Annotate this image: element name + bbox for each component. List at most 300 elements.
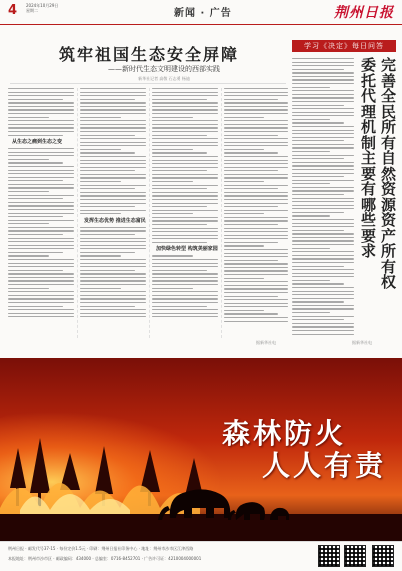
text-line — [152, 309, 218, 310]
text-line — [152, 106, 218, 107]
text-line — [292, 273, 354, 274]
text-line — [292, 205, 354, 206]
text-line — [224, 267, 288, 268]
text-line — [8, 284, 74, 285]
text-line — [292, 212, 344, 213]
text-line — [292, 101, 354, 102]
text-line — [152, 263, 218, 264]
text-line — [224, 95, 288, 96]
text-line — [292, 287, 354, 288]
text-line — [80, 167, 146, 168]
text-line — [224, 210, 288, 211]
text-line — [292, 215, 330, 216]
text-line — [8, 291, 74, 292]
text-line — [224, 292, 288, 293]
text-line — [292, 165, 354, 166]
text-line — [292, 269, 354, 270]
text-line — [152, 259, 218, 260]
text-line — [224, 245, 264, 246]
text-line — [224, 109, 288, 110]
column-divider — [149, 88, 150, 338]
text-line — [224, 274, 288, 275]
text-line — [152, 88, 218, 89]
text-line — [80, 291, 146, 292]
text-line — [152, 99, 207, 100]
text-line — [224, 106, 288, 107]
text-line — [224, 256, 288, 257]
text-line — [8, 187, 74, 188]
text-line — [80, 227, 146, 228]
text-line — [80, 245, 146, 246]
text-line — [80, 255, 121, 256]
text-line — [292, 258, 354, 259]
text-line — [292, 334, 354, 335]
article-column-4 — [224, 88, 288, 340]
text-line — [292, 194, 344, 195]
text-line — [80, 135, 135, 136]
text-line — [80, 284, 146, 285]
text-line — [8, 159, 49, 160]
text-line — [152, 127, 218, 128]
text-line — [292, 305, 354, 306]
column-divider — [77, 88, 78, 338]
article-column-3 — [152, 88, 218, 340]
text-line — [224, 238, 288, 239]
text-line — [80, 230, 146, 231]
text-line — [8, 280, 74, 281]
text-line — [8, 195, 74, 196]
text-line — [292, 105, 344, 106]
text-line — [292, 262, 354, 263]
text-line — [80, 266, 146, 267]
text-line — [224, 181, 264, 182]
text-line — [292, 319, 344, 320]
text-line — [80, 181, 121, 182]
text-line — [8, 113, 74, 114]
text-line — [292, 251, 354, 252]
text-line — [152, 302, 218, 303]
text-line — [8, 273, 74, 274]
qr-code — [372, 545, 394, 567]
text-line — [80, 102, 146, 103]
text-line — [152, 113, 218, 114]
text-line — [8, 306, 63, 307]
text-line — [80, 109, 146, 110]
text-line — [224, 120, 288, 121]
text-line — [224, 231, 288, 232]
text-line — [224, 124, 288, 125]
text-line — [152, 273, 218, 274]
text-line — [80, 131, 146, 132]
text-line — [292, 94, 354, 95]
text-line — [292, 255, 354, 256]
text-line — [224, 149, 264, 150]
text-line — [80, 270, 135, 271]
text-line — [224, 152, 278, 153]
text-line — [8, 259, 74, 260]
text-line — [292, 316, 354, 317]
text-line — [80, 298, 146, 299]
section-heading: 从生态之痛到生态之变 — [12, 139, 63, 146]
text-line — [152, 306, 207, 307]
text-line — [80, 302, 146, 303]
text-line — [224, 313, 278, 314]
text-line — [80, 248, 146, 249]
text-line — [292, 219, 354, 220]
text-line — [152, 156, 218, 157]
text-line — [224, 249, 288, 250]
text-line — [152, 170, 207, 171]
text-line — [292, 308, 354, 309]
text-line — [224, 228, 288, 229]
text-line — [224, 278, 264, 279]
text-line — [8, 152, 74, 153]
text-line — [8, 166, 74, 167]
text-line — [152, 313, 218, 314]
text-line — [152, 295, 218, 296]
qr-code — [318, 545, 340, 567]
text-line — [152, 210, 218, 211]
text-line — [8, 173, 74, 174]
text-line — [224, 317, 288, 318]
text-line — [8, 95, 74, 96]
text-line — [80, 145, 146, 146]
text-line — [152, 102, 218, 103]
text-line — [8, 131, 74, 132]
text-line — [224, 195, 288, 196]
text-line — [80, 313, 146, 314]
text-line — [224, 321, 288, 322]
text-line — [80, 92, 146, 93]
text-line — [152, 291, 218, 292]
issue-date — [26, 3, 58, 13]
text-line — [152, 235, 218, 236]
text-line — [224, 217, 288, 218]
text-line — [80, 234, 135, 235]
footer-info-line-1: 荆州日报 · 邮发代号37-15 · 每份定价1.5元 · 印刷：荆州日报社印务中心 · 地址：荆州市沙市区江津西路 — [8, 546, 194, 551]
text-line — [8, 245, 74, 246]
text-line — [292, 301, 344, 302]
text-line — [8, 234, 63, 235]
section-heading: 加快绿色转型 构筑美丽家园 — [156, 246, 218, 253]
text-line — [224, 303, 288, 304]
text-line — [80, 309, 146, 310]
text-line — [8, 220, 74, 221]
text-line — [80, 280, 146, 281]
text-line — [292, 312, 330, 313]
text-line — [292, 133, 354, 134]
text-line — [8, 99, 63, 100]
text-line — [80, 99, 135, 100]
text-line — [80, 106, 146, 107]
text-line — [8, 255, 49, 256]
text-line — [224, 206, 278, 207]
text-line — [152, 284, 218, 285]
text-line — [224, 117, 264, 118]
text-line — [292, 144, 354, 145]
text-line — [292, 298, 354, 299]
text-line — [80, 188, 135, 189]
text-line — [224, 224, 278, 225]
text-line — [152, 138, 218, 139]
text-line — [224, 299, 288, 300]
text-line — [152, 185, 218, 186]
text-line — [80, 206, 135, 207]
feature-title-line-1: 完善全民所有自然资源资产所有权 — [380, 56, 396, 291]
text-line — [292, 240, 354, 241]
text-line — [292, 119, 330, 120]
text-line — [292, 76, 354, 77]
text-line — [224, 135, 278, 136]
text-line — [152, 181, 193, 182]
qr-code — [344, 545, 366, 567]
text-line — [80, 288, 121, 289]
text-line — [152, 316, 218, 317]
text-line — [292, 112, 354, 113]
text-line — [224, 310, 264, 311]
text-line — [224, 138, 288, 139]
footer-info-line-2: 本报地址：荆州市沙市区 · 邮政编码：434000 · 总编室：0716-8452701 · 广告许可证：4210004000001 — [8, 556, 202, 561]
text-line — [224, 88, 288, 89]
text-line — [224, 131, 288, 132]
text-line — [224, 235, 288, 236]
text-line — [8, 252, 63, 253]
text-line — [292, 115, 354, 116]
text-line — [292, 276, 354, 277]
text-line — [80, 174, 146, 175]
text-line — [152, 220, 218, 221]
text-line — [8, 238, 74, 239]
text-line — [80, 170, 135, 171]
article-column-2 — [80, 88, 146, 340]
section-heading: 发挥生态优势 推进生态富民 — [84, 217, 146, 224]
text-line — [152, 277, 218, 278]
main-byline: 新华社记者 高敬 石志勇 杨迪 — [138, 76, 190, 81]
text-line — [8, 277, 74, 278]
text-line — [80, 142, 146, 143]
text-line — [224, 263, 288, 264]
text-line — [152, 199, 218, 200]
text-line — [80, 195, 146, 196]
text-line — [80, 259, 146, 260]
footer — [0, 541, 402, 571]
text-line — [80, 117, 121, 118]
text-line — [292, 72, 354, 73]
text-line — [292, 230, 344, 231]
text-line — [8, 298, 74, 299]
date-text: 2024年10月29日 — [26, 3, 59, 8]
text-line — [8, 155, 74, 156]
text-line — [292, 187, 354, 188]
text-line — [152, 192, 218, 193]
text-line — [80, 316, 146, 317]
text-line — [292, 244, 354, 245]
text-line — [224, 288, 288, 289]
text-line — [8, 184, 74, 185]
text-line — [152, 280, 218, 281]
text-line — [224, 113, 288, 114]
text-line — [152, 95, 218, 96]
main-subheadline: ——新时代生态文明建设的西部实践 — [108, 65, 220, 73]
text-line — [152, 163, 218, 164]
feature-source: 据新华社电 — [352, 340, 372, 345]
text-line — [8, 209, 74, 210]
text-line — [152, 242, 207, 243]
text-line — [224, 160, 288, 161]
text-line — [8, 124, 74, 125]
text-line — [8, 313, 74, 314]
text-line — [292, 155, 354, 156]
text-line — [152, 231, 218, 232]
text-line — [292, 130, 354, 131]
text-line — [224, 185, 288, 186]
text-line — [224, 163, 288, 164]
text-line — [8, 316, 74, 317]
text-line — [292, 158, 344, 159]
text-line — [152, 188, 207, 189]
text-line — [292, 208, 354, 209]
text-line — [152, 160, 218, 161]
text-line — [80, 163, 146, 164]
text-line — [80, 273, 146, 274]
text-line — [8, 202, 74, 203]
text-line — [152, 177, 218, 178]
text-line — [292, 83, 354, 84]
text-line — [80, 199, 146, 200]
text-line — [152, 266, 218, 267]
text-line — [292, 291, 354, 292]
text-line — [8, 106, 74, 107]
text-line — [80, 277, 146, 278]
text-line — [8, 205, 74, 206]
column-tag: 学习《决定》每日问答 — [292, 40, 396, 52]
page-number: 4 — [8, 3, 18, 18]
text-line — [80, 88, 146, 89]
text-line — [152, 131, 218, 132]
feature-text-column — [292, 58, 354, 338]
text-line — [292, 147, 354, 148]
text-line — [8, 270, 63, 271]
text-line — [80, 238, 146, 239]
text-line — [292, 87, 330, 88]
text-line — [224, 281, 288, 282]
text-line — [292, 97, 354, 98]
text-line — [292, 233, 354, 234]
text-line — [152, 142, 218, 143]
text-line — [152, 270, 207, 271]
text-line — [292, 122, 344, 123]
text-line — [8, 241, 74, 242]
text-line — [80, 113, 146, 114]
text-line — [80, 306, 135, 307]
text-line — [152, 224, 207, 225]
text-line — [224, 260, 278, 261]
text-line — [292, 226, 354, 227]
text-line — [152, 92, 218, 93]
text-line — [152, 117, 193, 118]
text-line — [80, 192, 146, 193]
text-line — [292, 248, 330, 249]
text-line — [80, 241, 146, 242]
text-line — [152, 298, 218, 299]
text-line — [8, 117, 49, 118]
text-line — [80, 252, 135, 253]
text-line — [152, 109, 218, 110]
weekday-text: 星期二 — [26, 8, 38, 13]
text-line — [8, 302, 74, 303]
text-line — [80, 156, 146, 157]
text-line — [292, 65, 354, 66]
text-line — [8, 88, 74, 89]
text-line — [8, 230, 74, 231]
text-line — [224, 177, 288, 178]
text-line — [8, 263, 74, 264]
text-line — [292, 323, 354, 324]
text-line — [224, 213, 264, 214]
text-line — [224, 188, 278, 189]
article-column-1 — [8, 88, 74, 340]
text-line — [224, 306, 288, 307]
article-byline: 据新华社电 — [256, 340, 276, 345]
text-line — [152, 152, 207, 153]
text-line — [152, 174, 218, 175]
text-line — [8, 135, 63, 136]
text-line — [80, 127, 146, 128]
text-line — [80, 295, 146, 296]
text-line — [224, 170, 278, 171]
text-line — [292, 280, 330, 281]
text-line — [80, 210, 146, 211]
text-line — [80, 213, 121, 214]
text-line — [224, 145, 288, 146]
text-line — [8, 227, 74, 228]
text-line — [8, 148, 74, 149]
text-line — [292, 330, 354, 331]
text-line — [8, 102, 74, 103]
text-line — [80, 95, 146, 96]
text-line — [8, 127, 74, 128]
text-line — [8, 191, 49, 192]
text-line — [152, 217, 218, 218]
text-line — [292, 162, 354, 163]
text-line — [292, 140, 344, 141]
text-line — [80, 152, 135, 153]
text-line — [292, 183, 330, 184]
text-line — [292, 79, 354, 80]
text-line — [152, 167, 218, 168]
text-line — [8, 295, 74, 296]
text-line — [224, 203, 288, 204]
text-line — [80, 185, 146, 186]
divider — [10, 83, 286, 84]
text-line — [152, 206, 207, 207]
text-line — [224, 99, 278, 100]
text-line — [224, 102, 288, 103]
ad-slogan-line-1: 森林防火 — [222, 417, 347, 450]
text-line — [152, 135, 207, 136]
text-line — [292, 223, 354, 224]
text-line — [224, 220, 288, 221]
text-line — [8, 120, 74, 121]
main-headline: 筑牢祖国生态安全屏障 — [58, 45, 239, 64]
text-line — [224, 296, 278, 297]
text-line — [80, 263, 146, 264]
text-line — [292, 151, 330, 152]
ad-slogan-line-2: 人人有责 — [262, 449, 387, 482]
text-line — [152, 145, 218, 146]
text-line — [152, 213, 193, 214]
text-line — [224, 92, 288, 93]
